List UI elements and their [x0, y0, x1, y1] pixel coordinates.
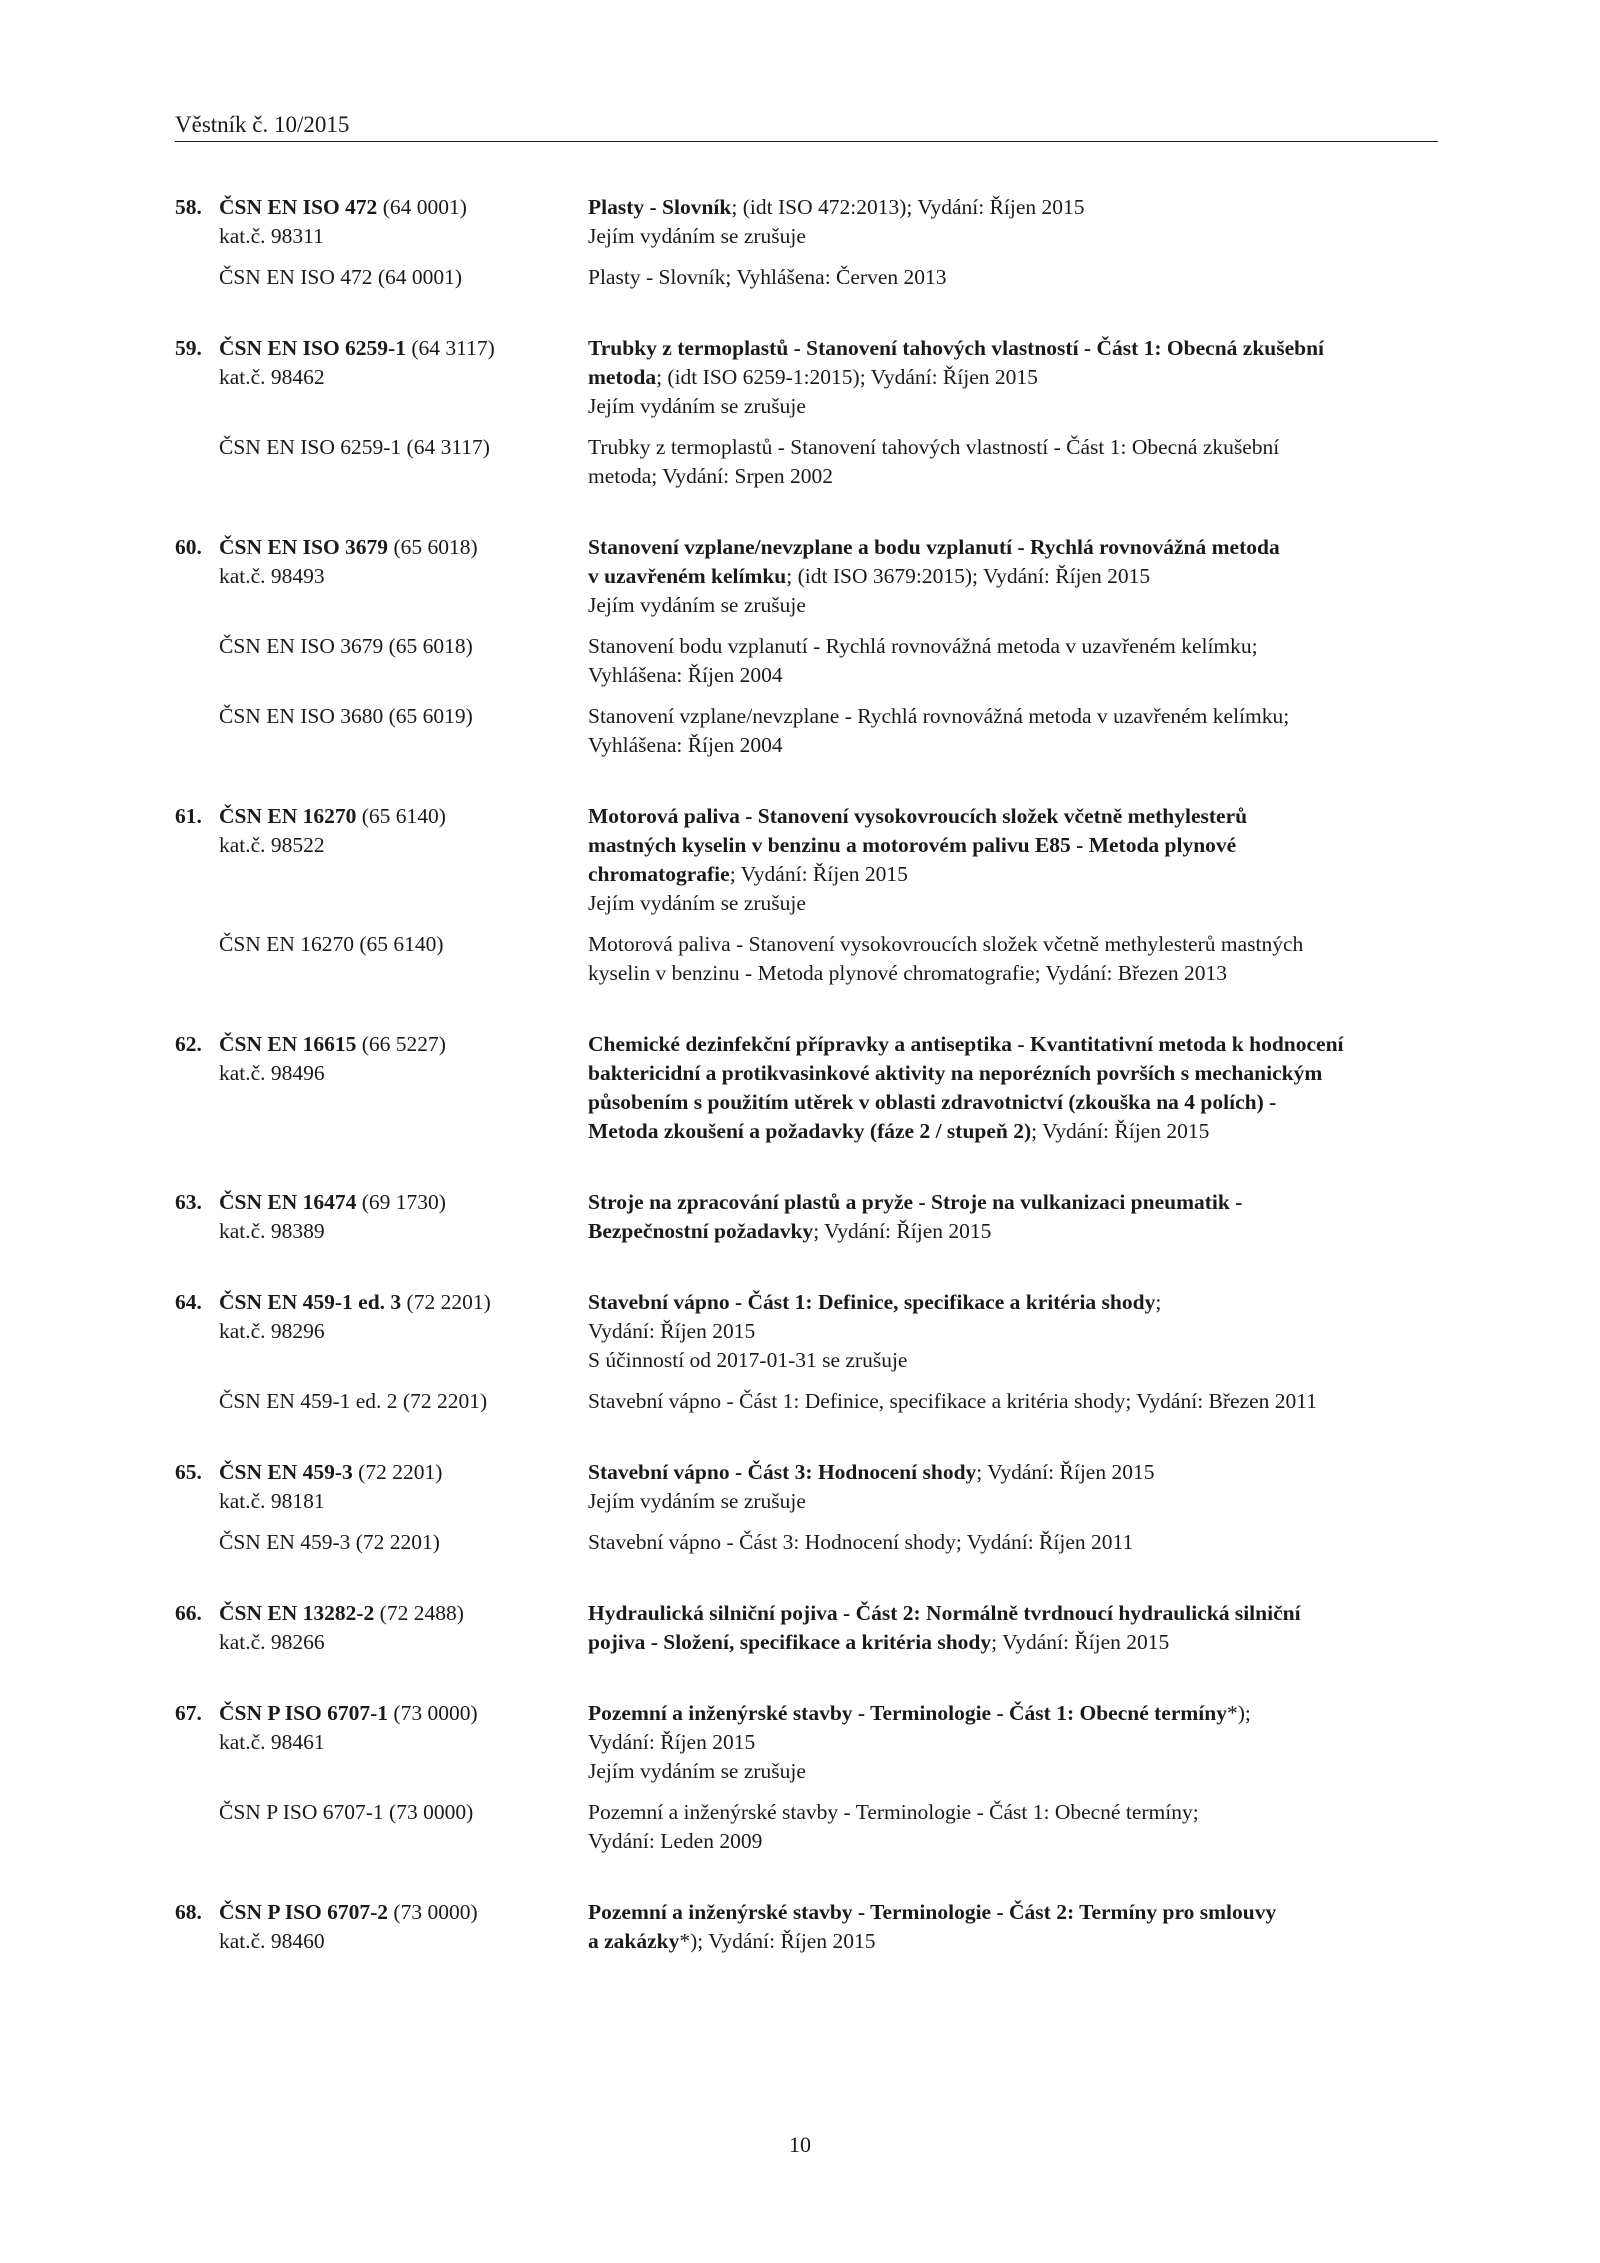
standard-entry: [175, 1188, 1445, 1246]
standard-code-line: [175, 1288, 588, 1317]
replaced-title-line: Trubky z termoplastů - Stanovení tahových vlastností - Část 1: Obecná zkušební: [588, 435, 1280, 459]
standard-code-line: [175, 1030, 588, 1059]
standard-code-line: [175, 1599, 588, 1628]
catalog-number: kat.č. 98311: [219, 224, 324, 248]
catalog-number: kat.č. 98389: [219, 1219, 325, 1243]
replaced-standard: [175, 1798, 1445, 1856]
title-line: [588, 591, 1445, 620]
title-bold-text: a zakázky: [588, 1929, 680, 1953]
title-text: ; (idt ISO 472:2013); Vydání: Říjen 2015: [731, 195, 1085, 219]
standard-code-line: [175, 1898, 588, 1927]
standard-class-code: (65 6140): [356, 804, 446, 828]
catalog-number: kat.č. 98296: [219, 1319, 325, 1343]
replaced-standard: [175, 1387, 1445, 1416]
replaced-standard: [175, 263, 1445, 292]
standard-code: ČSN EN 459-1 ed. 3: [219, 1290, 402, 1314]
catalog-number: kat.č. 98493: [219, 564, 325, 588]
replaced-title: [588, 930, 1445, 988]
title-line: [588, 533, 1445, 562]
standard-class-code: (73 0000): [388, 1900, 478, 1924]
standard-code-cell: [175, 802, 588, 918]
title-bold-text: v uzavřeném kelímku: [588, 564, 787, 588]
title-line: [588, 802, 1445, 831]
standard-code: ČSN EN 16474: [219, 1190, 357, 1214]
standard-title: [588, 1188, 1445, 1246]
title-bold-text: pojiva - Složení, specifikace a kritéria shody: [588, 1630, 992, 1654]
title-line: [588, 1188, 1445, 1217]
title-text: *); Vydání: Říjen 2015: [679, 1929, 876, 1953]
standard-code: ČSN P ISO 6707-2: [219, 1900, 389, 1924]
title-bold-text: Stanovení vzplane/nevzplane a bodu vzplanutí - Rychlá rovnovážná metoda: [588, 535, 1280, 559]
title-line: [588, 1757, 1445, 1786]
standard-code: ČSN EN 13282-2: [219, 1601, 375, 1625]
title-bold-text: působením s použitím utěrek v oblasti zdravotnictví (zkouška na 4 polích) -: [588, 1090, 1277, 1114]
standard-entry: [175, 1898, 1445, 1956]
standard-main: [175, 1898, 1445, 1956]
title-line: [588, 1317, 1445, 1346]
standard-code-line: [175, 334, 588, 363]
title-line: [588, 1088, 1445, 1117]
replaced-standard: [175, 702, 1445, 760]
title-line: [588, 1030, 1445, 1059]
replaced-title-line: Plasty - Slovník; Vyhlášena: Červen 2013: [588, 265, 947, 289]
title-line: [588, 562, 1445, 591]
catalog-number: kat.č. 98522: [219, 833, 325, 857]
replaced-title-line: Vyhlášena: Říjen 2004: [588, 663, 783, 687]
title-line: [588, 334, 1445, 363]
title-text: ; Vydání: Říjen 2015: [729, 862, 908, 886]
standard-class-code: (72 2488): [374, 1601, 464, 1625]
standard-title: [588, 1898, 1445, 1956]
standard-code-cell: [175, 334, 588, 421]
catalog-number: kat.č. 98496: [219, 1061, 325, 1085]
standard-main: [175, 334, 1445, 421]
title-text: Jejím vydáním se zrušuje: [588, 394, 806, 418]
title-bold-text: Stroje na zpracování plastů a pryže - Stroje na vulkanizaci pneumatik -: [588, 1190, 1243, 1214]
replaced-standard: [175, 433, 1445, 491]
standard-code-line: [175, 802, 588, 831]
replaced-title-line: Stavební vápno - Část 3: Hodnocení shody; Vydání: Říjen 2011: [588, 1530, 1134, 1554]
standard-code-cell: [175, 1030, 588, 1146]
standard-title: [588, 334, 1445, 421]
replaced-title: [588, 632, 1445, 690]
replaced-code-cell: [175, 433, 588, 491]
replaced-title: [588, 1798, 1445, 1856]
standard-code: ČSN EN 16615: [219, 1032, 357, 1056]
standard-code: ČSN EN ISO 3679: [219, 535, 389, 559]
replaced-title-line: Vydání: Leden 2009: [588, 1829, 763, 1853]
title-line: [588, 860, 1445, 889]
title-text: ; Vydání: Říjen 2015: [813, 1219, 992, 1243]
title-bold-text: Motorová paliva - Stanovení vysokovroucích složek včetně methylesterů: [588, 804, 1248, 828]
standard-code-line: [175, 1699, 588, 1728]
title-line: [588, 1927, 1445, 1956]
standard-title: [588, 1030, 1445, 1146]
title-bold-text: mastných kyselin v benzinu a motorovém palivu E85 - Metoda plynové: [588, 833, 1237, 857]
replaced-code-cell: [175, 1798, 588, 1856]
catalog-number: kat.č. 98462: [219, 365, 325, 389]
page-number: 10: [789, 2132, 811, 2157]
standard-code-cell: [175, 193, 588, 251]
entry-number: 65.: [175, 1460, 202, 1484]
replaced-standard: [175, 930, 1445, 988]
standard-code-cell: [175, 1188, 588, 1246]
title-line: [588, 1728, 1445, 1757]
title-bold-text: chromatografie: [588, 862, 730, 886]
title-line: [588, 1346, 1445, 1375]
standard-main: [175, 1458, 1445, 1516]
standard-code: ČSN EN ISO 6259-1: [219, 336, 406, 360]
title-text: Vydání: Říjen 2015: [588, 1319, 756, 1343]
catalog-number: kat.č. 98461: [219, 1730, 325, 1754]
standard-code-line: [175, 193, 588, 222]
standard-code-cell: [175, 1699, 588, 1786]
replaced-code-cell: [175, 930, 588, 988]
standard-entry: [175, 1599, 1445, 1657]
standard-class-code: (64 0001): [377, 195, 467, 219]
standard-code-cell: [175, 1898, 588, 1956]
replaced-title-line: Stavební vápno - Část 1: Definice, specifikace a kritéria shody; Vydání: Březen 2011: [588, 1389, 1317, 1413]
title-bold-text: Hydraulická silniční pojiva - Část 2: Normálně tvrdnoucí hydraulická silniční: [588, 1601, 1301, 1625]
standard-entry: [175, 1458, 1445, 1557]
standard-class-code: (73 0000): [388, 1701, 478, 1725]
entry-number: 60.: [175, 535, 202, 559]
standard-title: [588, 1699, 1445, 1786]
title-bold-text: Chemické dezinfekční přípravky a antiseptika - Kvantitativní metoda k hodnocení: [588, 1032, 1344, 1056]
standard-main: [175, 1599, 1445, 1657]
entry-number: 63.: [175, 1190, 202, 1214]
standard-code-cell: [175, 1599, 588, 1657]
standard-main: [175, 802, 1445, 918]
replaced-code: ČSN EN ISO 472 (64 0001): [219, 265, 463, 289]
replaced-title-line: Stanovení vzplane/nevzplane - Rychlá rovnovážná metoda v uzavřeném kelímku;: [588, 704, 1290, 728]
replaced-code: ČSN EN ISO 3680 (65 6019): [219, 704, 473, 728]
title-bold-text: metoda: [588, 365, 657, 389]
entry-number: 58.: [175, 195, 202, 219]
replaced-title: [588, 1528, 1445, 1557]
journal-title: Věstník č. 10/2015: [175, 112, 350, 137]
title-line: [588, 1898, 1445, 1927]
title-line: [588, 1487, 1445, 1516]
title-line: [588, 831, 1445, 860]
standard-code: ČSN EN ISO 472: [219, 195, 378, 219]
standard-code-cell: [175, 1288, 588, 1375]
entry-number: 64.: [175, 1290, 202, 1314]
title-text: ;: [1155, 1290, 1162, 1314]
title-bold-text: Plasty - Slovník: [588, 195, 732, 219]
replaced-code: ČSN EN ISO 6259-1 (64 3117): [219, 435, 490, 459]
standard-code-cell: [175, 533, 588, 620]
standard-entry: [175, 1030, 1445, 1146]
title-line: [588, 1628, 1445, 1657]
title-bold-text: Stavební vápno - Část 3: Hodnocení shody: [588, 1460, 977, 1484]
title-bold-text: Trubky z termoplastů - Stanovení tahových vlastností - Část 1: Obecná zkušební: [588, 336, 1325, 360]
title-text: ; Vydání: Říjen 2015: [1031, 1119, 1210, 1143]
title-text: Jejím vydáním se zrušuje: [588, 1759, 806, 1783]
replaced-title: [588, 433, 1445, 491]
standard-main: [175, 533, 1445, 620]
title-bold-text: Pozemní a inženýrské stavby - Terminologie - Část 1: Obecné termíny: [588, 1701, 1227, 1725]
title-line: [588, 392, 1445, 421]
replaced-title-line: Motorová paliva - Stanovení vysokovroucích složek včetně methylesterů mastných: [588, 932, 1304, 956]
replaced-title-line: metoda; Vydání: Srpen 2002: [588, 464, 834, 488]
title-line: [588, 1288, 1445, 1317]
replaced-code: ČSN EN 459-3 (72 2201): [219, 1530, 440, 1554]
replaced-title-line: Stanovení bodu vzplanutí - Rychlá rovnovážná metoda v uzavřeném kelímku;: [588, 634, 1258, 658]
replaced-title-line: kyselin v benzinu - Metoda plynové chromatografie; Vydání: Březen 2013: [588, 961, 1228, 985]
title-line: [588, 1458, 1445, 1487]
replaced-code: ČSN EN 459-1 ed. 2 (72 2201): [219, 1389, 488, 1413]
standard-title: [588, 802, 1445, 918]
title-text: Jejím vydáním se zrušuje: [588, 593, 806, 617]
replaced-code-cell: [175, 632, 588, 690]
replaced-title-line: Pozemní a inženýrské stavby - Terminologie - Část 1: Obecné termíny;: [588, 1800, 1199, 1824]
title-text: ; (idt ISO 6259-1:2015); Vydání: Říjen 2015: [656, 365, 1038, 389]
entry-number: 62.: [175, 1032, 202, 1056]
standard-main: [175, 193, 1445, 251]
entry-number: 68.: [175, 1900, 202, 1924]
title-bold-text: Bezpečnostní požadavky: [588, 1219, 814, 1243]
entry-number: 59.: [175, 336, 202, 360]
title-line: [588, 193, 1445, 222]
title-line: [588, 1059, 1445, 1088]
title-line: [588, 1217, 1445, 1246]
title-bold-text: Stavební vápno - Část 1: Definice, specifikace a kritéria shody: [588, 1290, 1156, 1314]
standard-entry: [175, 802, 1445, 988]
title-text: Jejím vydáním se zrušuje: [588, 891, 806, 915]
standard-main: [175, 1288, 1445, 1375]
title-line: [588, 1699, 1445, 1728]
title-text: ; Vydání: Říjen 2015: [991, 1630, 1170, 1654]
standard-code: ČSN EN 16270: [219, 804, 357, 828]
standard-class-code: (64 3117): [405, 336, 495, 360]
replaced-code: ČSN EN ISO 3679 (65 6018): [219, 634, 473, 658]
standard-main: [175, 1030, 1445, 1146]
standard-class-code: (72 2201): [352, 1460, 443, 1484]
page-header: [175, 110, 1438, 142]
entry-number: 61.: [175, 804, 202, 828]
title-text: S účinností od 2017-01-31 se zrušuje: [588, 1348, 908, 1372]
catalog-number: kat.č. 98460: [219, 1929, 325, 1953]
title-text: *);: [1226, 1701, 1251, 1725]
replaced-code-cell: [175, 702, 588, 760]
replaced-standard: [175, 1528, 1445, 1557]
title-text: ; (idt ISO 3679:2015); Vydání: Říjen 2015: [786, 564, 1151, 588]
standard-class-code: (69 1730): [356, 1190, 446, 1214]
standard-title: [588, 1288, 1445, 1375]
title-line: [588, 1599, 1445, 1628]
title-line: [588, 363, 1445, 392]
standard-title: [588, 1458, 1445, 1516]
title-line: [588, 222, 1445, 251]
standard-main: [175, 1188, 1445, 1246]
standard-entry: [175, 1288, 1445, 1416]
standard-title: [588, 1599, 1445, 1657]
catalog-number: kat.č. 98266: [219, 1630, 325, 1654]
standard-code-line: [175, 533, 588, 562]
title-text: ; Vydání: Říjen 2015: [976, 1460, 1155, 1484]
replaced-title: [588, 1387, 1445, 1416]
standard-code: ČSN P ISO 6707-1: [219, 1701, 389, 1725]
title-text: Jejím vydáním se zrušuje: [588, 1489, 806, 1513]
replaced-code-cell: [175, 1528, 588, 1557]
title-bold-text: baktericidní a protikvasinkové aktivity na neporézních površích s mechanickým: [588, 1061, 1323, 1085]
title-text: Jejím vydáním se zrušuje: [588, 224, 806, 248]
replaced-code: ČSN P ISO 6707-1 (73 0000): [219, 1800, 474, 1824]
replaced-title: [588, 702, 1445, 760]
replaced-code-cell: [175, 263, 588, 292]
standard-class-code: (65 6018): [388, 535, 478, 559]
standard-title: [588, 533, 1445, 620]
standard-entry: [175, 193, 1445, 292]
standard-class-code: (66 5227): [356, 1032, 446, 1056]
replaced-code-cell: [175, 1387, 588, 1416]
standards-list: [175, 193, 1445, 1998]
entry-number: 67.: [175, 1701, 202, 1725]
entry-number: 66.: [175, 1601, 202, 1625]
standard-entry: [175, 533, 1445, 760]
standard-code-line: [175, 1188, 588, 1217]
replaced-title: [588, 263, 1445, 292]
standard-entry: [175, 1699, 1445, 1856]
replaced-code: ČSN EN 16270 (65 6140): [219, 932, 444, 956]
standard-code-cell: [175, 1458, 588, 1516]
title-line: [588, 1117, 1445, 1146]
title-text: Vydání: Říjen 2015: [588, 1730, 756, 1754]
replaced-title-line: Vyhlášena: Říjen 2004: [588, 733, 783, 757]
title-bold-text: Pozemní a inženýrské stavby - Terminologie - Část 2: Termíny pro smlouvy: [588, 1900, 1277, 1924]
title-bold-text: Metoda zkoušení a požadavky (fáze 2 / stupeň 2): [588, 1119, 1032, 1143]
standard-code: ČSN EN 459-3: [219, 1460, 353, 1484]
replaced-standard: [175, 632, 1445, 690]
standard-code-line: [175, 1458, 588, 1487]
standard-main: [175, 1699, 1445, 1786]
title-line: [588, 889, 1445, 918]
catalog-number: kat.č. 98181: [219, 1489, 325, 1513]
standard-title: [588, 193, 1445, 251]
standard-class-code: (72 2201): [401, 1290, 491, 1314]
standard-entry: [175, 334, 1445, 491]
